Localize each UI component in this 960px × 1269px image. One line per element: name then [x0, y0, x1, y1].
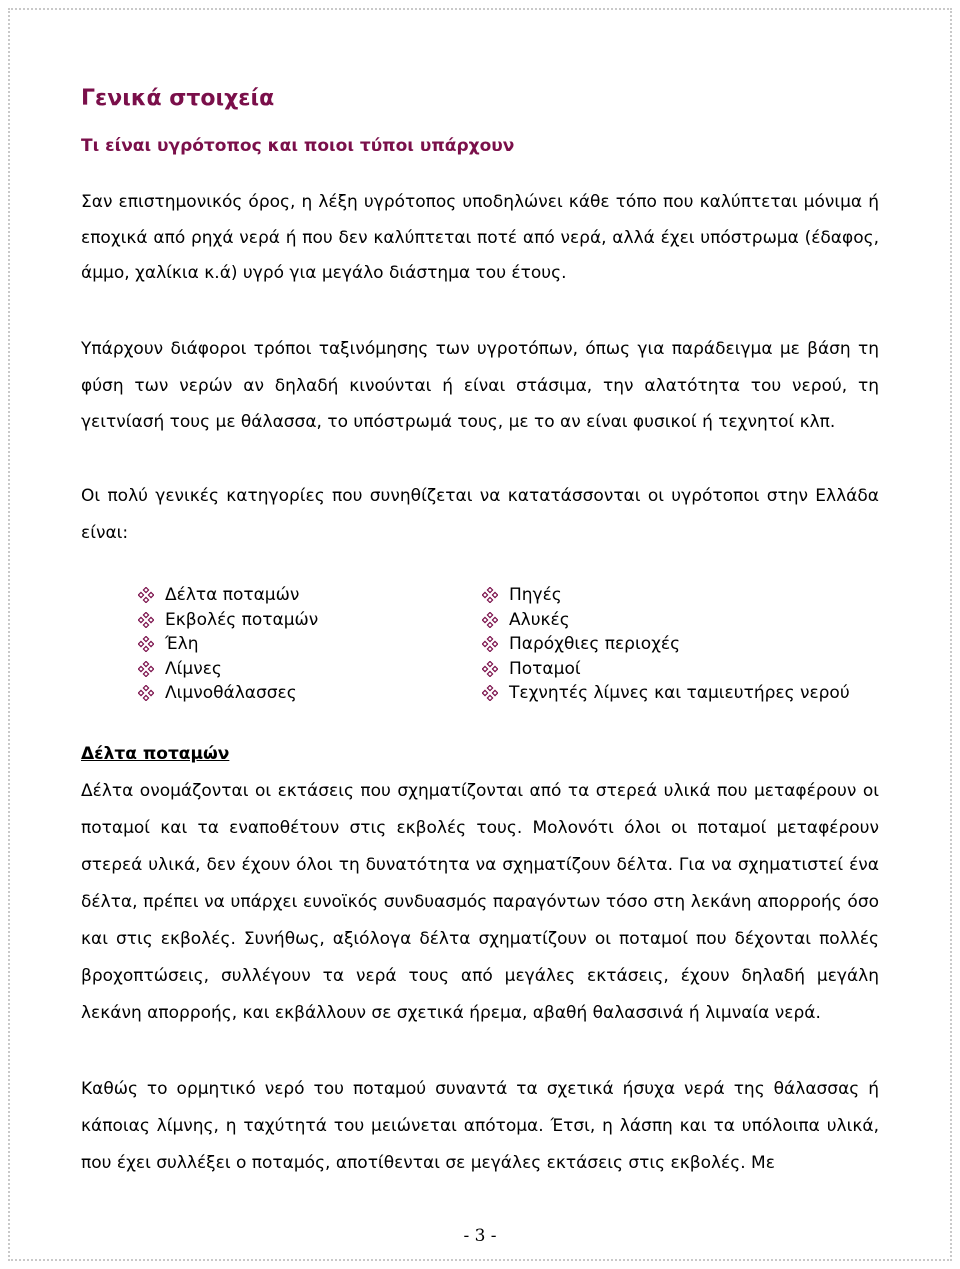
delta-paragraph-1: Δέλτα ονομάζονται οι εκτάσεις που σχηματίζονται από τα στερεά υλικά που μεταφέρουν οι ποταμοί και τα εναποθέτουν στις εκβολές τους. Μολονότι όλοι οι ποταμοί μεταφέρουν στερεά υλικά, δεν έχουν όλοι τη δυνατότητα να σχηματίζουν δέλτα. Για να σχηματιστεί ένα δέλτα, πρέπει να υπάρχει ευνοϊκός συνδυασμός παραγόντων τόσο στη λεκάνη απορροής όσο και στις εκβολές. Συνήθως, αξιόλογα δέλτα σχηματίζουν οι ποταμοί που δέχονται πολλές βροχοπτώσεις, συλλέγουν τα νερά τους από μεγάλες εκτάσεις, έχουν δηλαδή μεγάλη λεκάνη απορροής, και εκβάλλουν σε σχετικά ήρεμα, αβαθή θαλασσινά ή λιμναία νερά. — [81, 781, 879, 1023]
category-item — [138, 608, 318, 633]
category-item — [482, 608, 850, 633]
category-label: Ποταμοί — [509, 658, 581, 679]
category-label: Έλη — [165, 634, 199, 655]
category-label: Αλυκές — [509, 609, 570, 630]
subtitle: Τι είναι υγρότοπος και ποιοι τύποι υπάρχουν — [81, 136, 515, 156]
diamond-bullet-icon — [482, 612, 498, 628]
category-item — [138, 583, 318, 608]
category-label: Δέλτα ποταμών — [165, 585, 300, 606]
category-label: Εκβολές ποταμών — [165, 609, 319, 630]
category-item — [138, 681, 318, 706]
diamond-bullet-icon — [482, 661, 498, 677]
category-label: Λιμνοθάλασσες — [165, 683, 297, 704]
category-label: Παρόχθιες περιοχές — [509, 634, 681, 655]
category-item — [138, 657, 318, 682]
definition-paragraph: Σαν επιστημονικός όρος, η λέξη υγρότοπος υποδηλώνει κάθε τόπο που καλύπτεται μόνιμα ή εποχικά από ρηχά νερά ή που δεν καλύπτεται ποτέ από νερά, αλλά έχει υπόστρωμα (έδαφος, άμμο, χαλίκια κ.ά) υγρό για μεγάλο διάστημα του έτους. — [81, 192, 879, 283]
category-list-left — [138, 583, 318, 706]
categories-intro-paragraph: Οι πολύ γενικές κατηγορίες που συνηθίζεται να κατατάσσονται οι υγρότοποι στην Ελλάδα είναι: — [81, 486, 879, 543]
category-label: Πηγές — [509, 585, 562, 606]
diamond-bullet-icon — [482, 685, 498, 701]
category-item — [482, 632, 850, 657]
diamond-bullet-icon — [138, 685, 154, 701]
section-title: Γενικά στοιχεία — [81, 86, 275, 111]
category-item — [482, 657, 850, 682]
category-list-right — [482, 583, 850, 706]
page-number: - 3 - — [463, 1226, 497, 1246]
category-label: Τεχνητές λίμνες και ταμιευτήρες νερού — [509, 683, 850, 704]
category-item — [482, 583, 850, 608]
category-item — [482, 681, 850, 706]
diamond-bullet-icon — [138, 661, 154, 677]
delta-paragraph-2: Καθώς το ορμητικό νερό του ποταμού συναντά τα σχετικά ήσυχα νερά της θάλασσας ή κάποιας λίμνης, η ταχύτητά του μειώνεται απότομα. Έτσι, η λάσπη και τα υπόλοιπα υλικά, που έχει συλλέξει ο ποταμός, αποτίθενται σε μεγάλες εκτάσεις στις εκβολές. Με — [81, 1079, 879, 1173]
diamond-bullet-icon — [138, 612, 154, 628]
classification-paragraph: Υπάρχουν διάφοροι τρόποι ταξινόμησης των υγροτόπων, όπως για παράδειγμα με βάση τη φύση των νερών αν δηλαδή κινούνται ή είναι στάσιμα, την αλατότητα του νερού, τη γειτνίασή τους με θάλασσα, το υπόστρωμά τους, με το αν είναι φυσικοί ή τεχνητοί κλπ. — [81, 339, 879, 432]
category-label: Λίμνες — [165, 658, 222, 679]
category-item — [138, 632, 318, 657]
delta-section-heading: Δέλτα ποταμών — [81, 744, 230, 764]
diamond-bullet-icon — [482, 636, 498, 652]
diamond-bullet-icon — [482, 587, 498, 603]
diamond-bullet-icon — [138, 587, 154, 603]
diamond-bullet-icon — [138, 636, 154, 652]
